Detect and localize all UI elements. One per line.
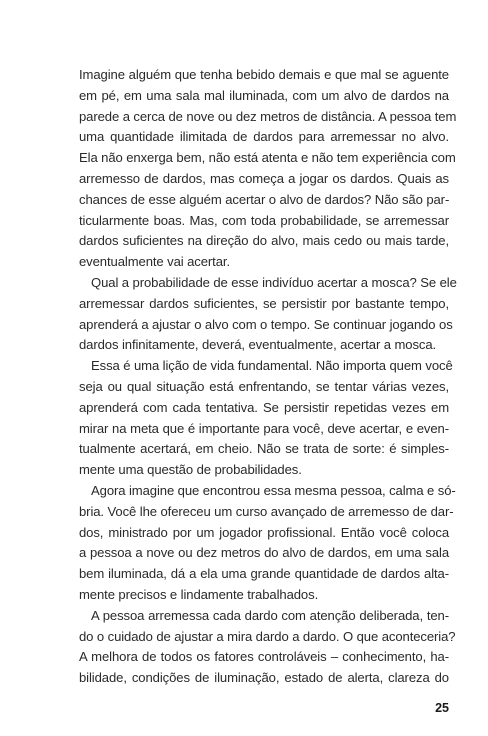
text-line: Imagine alguém que tenha bebido demais e que mal se aguente xyxy=(79,67,449,82)
body-text xyxy=(79,65,457,689)
text-line: Agora imagine que encontrou essa mesma pessoa, calma e só- xyxy=(91,482,456,498)
paragraph xyxy=(79,481,456,606)
text-line: arremessar dardos suficientes, se persistir por bastante tempo, xyxy=(79,295,449,311)
text-line: aprenderá a ajustar o alvo com o tempo. Se continuar jogando os xyxy=(79,316,453,332)
text-line: seja ou qual situação está enfrentando, se tentar várias vezes, xyxy=(79,378,449,394)
text-line: bria. Você lhe ofereceu um curso avançado de arremesso de dar- xyxy=(79,503,454,519)
text-line: em pé, em uma sala mal iluminada, com um alvo de dardos na xyxy=(79,87,449,103)
text-line: eventualmente vai acertar. xyxy=(79,254,230,270)
text-line: A pessoa arremessa cada dardo com atenção deliberada, ten- xyxy=(91,607,449,623)
text-line: uma quantidade ilimitada de dardos para arremessar no alvo. xyxy=(79,129,449,145)
text-line: tualmente acertará, em cheio. Não se trata de sorte: é simples- xyxy=(79,441,449,457)
paragraph xyxy=(79,273,457,356)
text-line: Ela não enxerga bem, não está atenta e não tem experiência com xyxy=(79,150,456,166)
paragraph xyxy=(79,606,456,689)
text-line: Qual a probabilidade de esse indivíduo acertar a mosca? Se ele xyxy=(91,274,457,290)
text-line: mente precisos e lindamente trabalhados. xyxy=(79,586,319,602)
paragraph xyxy=(79,356,453,481)
text-line: bem iluminada, dá a ela uma grande quantidade de dardos alta- xyxy=(79,566,449,582)
text-line: a pessoa a nove ou dez metros do alvo de dardos, em uma sala xyxy=(79,545,449,561)
paragraph xyxy=(79,65,457,273)
text-line: do o cuidado de ajustar a mira dardo a dardo. O que aconteceria? xyxy=(79,628,456,644)
text-line: A melhora de todos os fatores controláveis – conhecimento, ha- xyxy=(79,649,449,665)
text-line: bilidade, condições de iluminação, estado de alerta, clareza do xyxy=(79,670,449,686)
text-line: chances de esse alguém acertar o alvo de dardos? Não são par- xyxy=(79,191,450,207)
text-line: Essa é uma lição de vida fundamental. Não importa quem você xyxy=(91,358,453,374)
text-line: mente uma questão de probabilidades. xyxy=(79,462,302,478)
text-line: dardos infinitamente, deverá, eventualmente, acertar a mosca. xyxy=(79,337,437,353)
text-line: ticularmente boas. Mas, com toda probabilidade, se arremessar xyxy=(79,212,449,228)
text-line: dardos suficientes na direção do alvo, mais cedo ou mais tarde, xyxy=(79,233,449,249)
text-line: aprenderá com cada tentativa. Se persistir repetidas vezes em xyxy=(79,399,449,415)
text-line: dos, ministrado por um jogador profissional. Então você coloca xyxy=(79,524,449,540)
page-number: 25 xyxy=(435,701,449,715)
text-line: parede a cerca de nove ou dez metros de distância. A pessoa tem xyxy=(79,108,457,124)
text-line: arremesso de dardos, mas começa a jogar os dardos. Quais as xyxy=(79,170,449,186)
text-line: mirar na meta que é importante para você, deve acertar, e even- xyxy=(79,420,449,436)
